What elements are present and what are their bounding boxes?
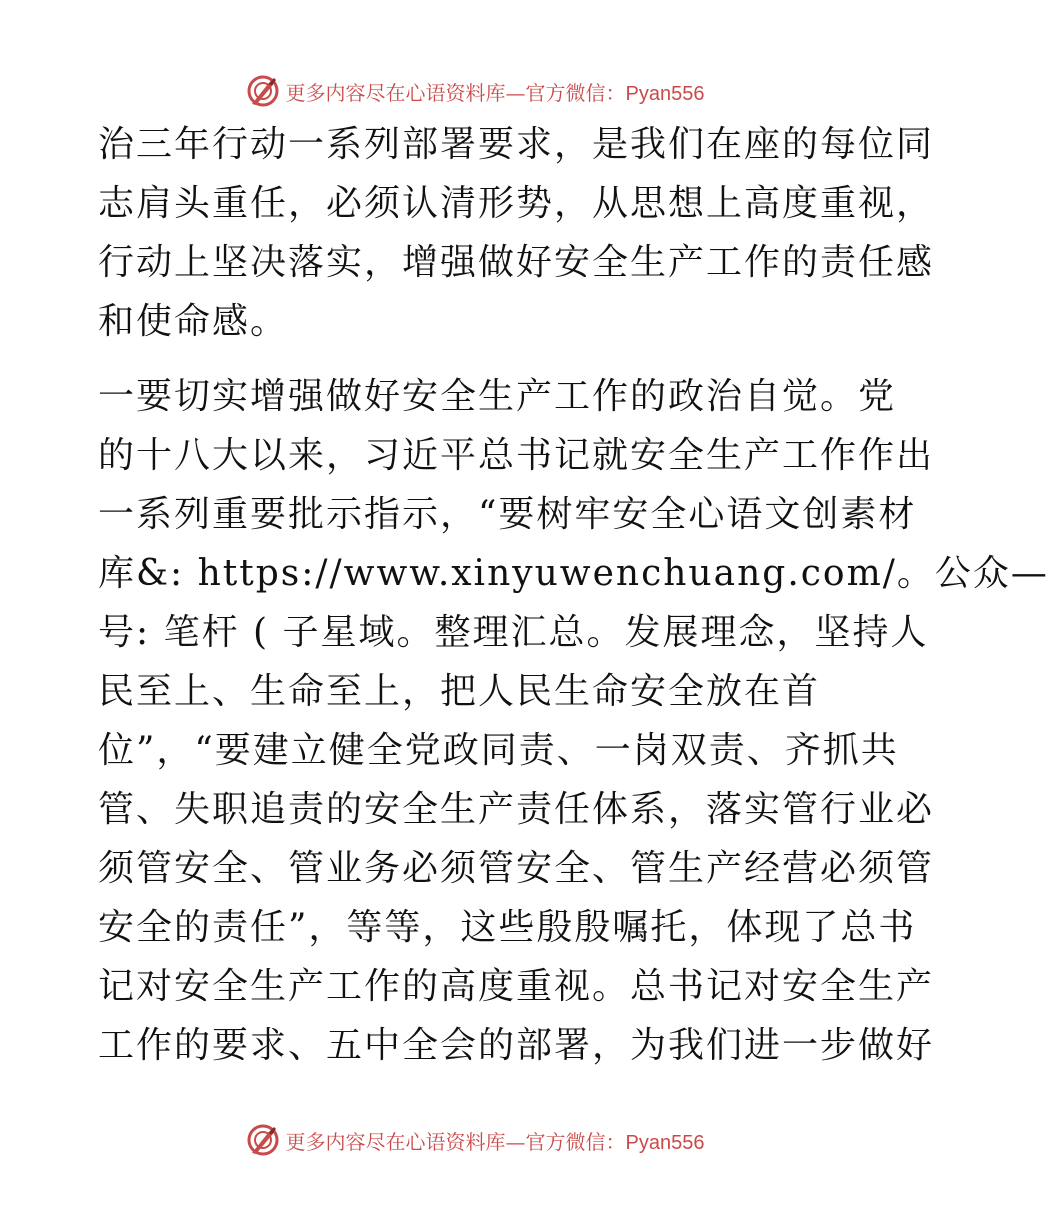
text-line: 管、失职追责的安全生产责任体系，落实管行业必 [98,789,935,830]
text-line: 须管安全、管业务必须管安全、管生产经营必须管 [98,848,935,889]
text-line: 记对安全生产工作的高度重视。总书记对安全生产 [98,966,935,1007]
text-line: 的十八大以来，习近平总书记就安全生产工作作出 [98,435,935,476]
text-line: 一要切实增强做好安全生产工作的政治自觉。党 [98,376,897,417]
text-line: 民至上、生命至上，把人民生命安全放在首 [98,671,821,712]
header-wechat-id: Pyan556 [625,82,705,105]
header-banner [0,71,950,111]
quill-seal-icon [246,1123,280,1157]
text-line: 志肩头重任，必须认清形势，从思想上高度重视， [98,183,935,224]
text-line: 库&: https://www.xinyuwenchuang.com/。公众— [98,553,1049,594]
text-line: 治三年行动一系列部署要求，是我们在座的每位同 [98,124,935,165]
footer-banner-text: 更多内容尽在心语资料库—官方微信：Pyan556 [285,1129,705,1154]
footer-wechat-id: Pyan556 [625,1131,705,1154]
text-line: 行动上坚决落实，增强做好安全生产工作的责任感 [98,242,935,283]
paragraph-2 [98,367,1049,1075]
text-line: 安全的责任”，等等，这些殷殷嘱托，体现了总书 [98,907,917,948]
header-banner-text: 更多内容尽在心语资料库—官方微信：Pyan556 [285,80,705,105]
document-body [98,115,1049,1075]
text-line: 号: 笔杆 ( 子星域。整理汇总。发展理念，坚持人 [98,612,929,653]
text-line: 位”，“要建立健全党政同责、一岗双责、齐抓共 [98,730,899,771]
paragraph-gap [98,351,858,367]
paragraph-1 [98,115,935,351]
quill-seal-icon [246,74,280,108]
text-line: 一系列重要批示指示，“要树牢安全心语文创素材 [98,494,917,535]
text-line: 和使命感。 [98,301,289,342]
footer-banner [0,1120,950,1160]
text-line: 工作的要求、五中全会的部署，为我们进一步做好 [98,1025,935,1066]
